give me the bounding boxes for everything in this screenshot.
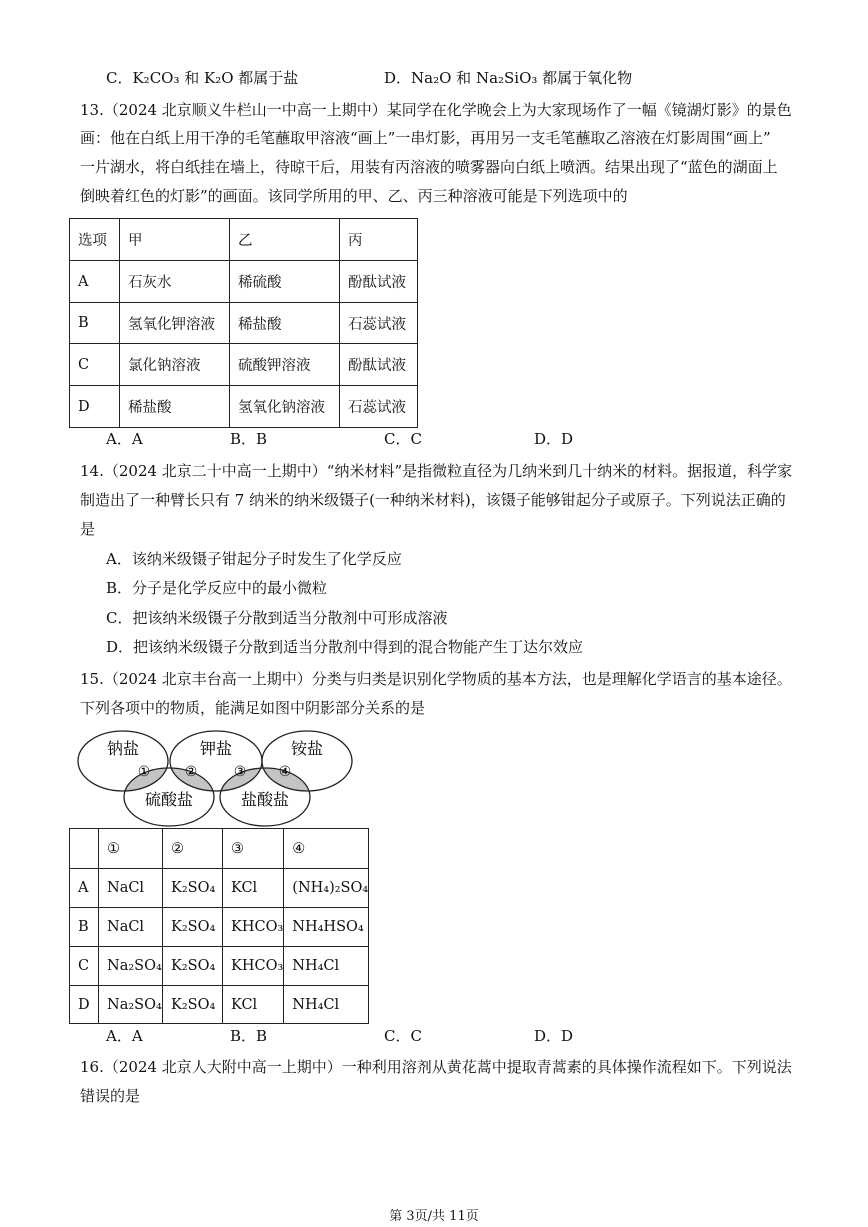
table-cell: D bbox=[70, 986, 99, 1024]
table-cell: K₂SO₄ bbox=[163, 947, 223, 986]
table-cell: 丙 bbox=[340, 219, 418, 261]
q15-answer-a: A．A bbox=[106, 1027, 143, 1045]
q13-line-1: 13.（2024 北京顺义牛栏山一中高一上期中）某同学在化学晚会上为大家现场作了一幅《镜湖灯影》的景色 bbox=[80, 101, 792, 119]
table-cell: KCl bbox=[223, 869, 284, 908]
table-cell bbox=[70, 829, 99, 869]
q14-line-1: 14.（2024 北京二十中高一上期中）“纳米材料”是指微粒直径为几纳米到几十纳米的材料。据报道，科学家 bbox=[80, 462, 793, 480]
table-cell: 石蕊试液 bbox=[340, 303, 418, 344]
option-c: C．K₂CO₃ 和 K₂O 都属于盐 bbox=[106, 69, 299, 87]
table-cell: NaCl bbox=[99, 869, 163, 908]
table-cell: 氢氧化钠溶液 bbox=[230, 386, 340, 428]
table-cell: B bbox=[70, 908, 99, 947]
q13-line-2: 画：他在白纸上用干净的毛笔蘸取甲溶液“画上”一串灯影，再用另一支毛笔蘸取乙溶液在灯影周围“画上” bbox=[80, 129, 771, 147]
table-cell: KCl bbox=[223, 986, 284, 1024]
q13-line-3: 一片湖水，将白纸挂在墙上，待晾干后，用装有丙溶液的喷雾器向白纸上喷洒。结果出现了“蓝色的湖面上 bbox=[80, 158, 778, 176]
q15-answer-b: B．B bbox=[230, 1027, 268, 1045]
table-cell: ① bbox=[99, 829, 163, 869]
q15-answer-c: C．C bbox=[384, 1027, 422, 1045]
table-cell: NaCl bbox=[99, 908, 163, 947]
table-cell: KHCO₃ bbox=[223, 947, 284, 986]
table-cell: (NH₄)₂SO₄ bbox=[284, 869, 369, 908]
table-cell: D bbox=[70, 386, 120, 428]
table-cell: K₂SO₄ bbox=[163, 908, 223, 947]
table-cell: ④ bbox=[284, 829, 369, 869]
q13-answer-b: B．B bbox=[230, 430, 268, 448]
q14-line-2: 制造出了一种臂长只有 7 纳米的纳米级镊子(一种纳米材料)，该镊子能够钳起分子或原子。下列说法正确的 bbox=[80, 491, 786, 509]
table-cell: 酚酞试液 bbox=[340, 261, 418, 303]
region-3-label: ③ bbox=[233, 764, 247, 780]
table-cell: NH₄HSO₄ bbox=[284, 908, 369, 947]
table-cell: 酚酞试液 bbox=[340, 344, 418, 386]
q16-line-1: 16.（2024 北京人大附中高一上期中）一种利用溶剂从黄花蒿中提取青蒿素的具体操作流程如下。下列说法 bbox=[80, 1058, 792, 1076]
table-cell: 石灰水 bbox=[120, 261, 230, 303]
table-cell: 选项 bbox=[70, 219, 120, 261]
table-cell: 甲 bbox=[120, 219, 230, 261]
label-potassium-salt: 钾盐 bbox=[199, 739, 233, 758]
table-cell: 稀盐酸 bbox=[120, 386, 230, 428]
q14-option-a: A．该纳米级镊子钳起分子时发生了化学反应 bbox=[106, 550, 402, 568]
label-sodium-salt: 钠盐 bbox=[106, 739, 140, 758]
table-cell: K₂SO₄ bbox=[163, 986, 223, 1024]
label-ammonium-salt: 铵盐 bbox=[290, 739, 324, 758]
table-cell: KHCO₃ bbox=[223, 908, 284, 947]
table-cell: 氢氧化钾溶液 bbox=[120, 303, 230, 344]
table-cell: A bbox=[70, 869, 99, 908]
region-1-label: ① bbox=[137, 764, 151, 780]
region-4-label: ④ bbox=[278, 764, 292, 780]
option-d: D．Na₂O 和 Na₂SiO₃ 都属于氧化物 bbox=[384, 69, 633, 87]
q14-option-b: B．分子是化学反应中的最小微粒 bbox=[106, 579, 328, 597]
region-2-label: ② bbox=[184, 764, 198, 780]
q13-answer-a: A．A bbox=[106, 430, 143, 448]
table-cell: 稀盐酸 bbox=[230, 303, 340, 344]
table-cell: 硫酸钾溶液 bbox=[230, 344, 340, 386]
page-footer: 第 3页/共 11页 bbox=[389, 1209, 479, 1224]
q13-table bbox=[69, 218, 418, 428]
table-cell: ③ bbox=[223, 829, 284, 869]
table-cell: C bbox=[70, 947, 99, 986]
q15-line-2: 下列各项中的物质，能满足如图中阴影部分关系的是 bbox=[80, 699, 426, 717]
q13-line-4: 倒映着红色的灯影”的画面。该同学所用的甲、乙、丙三种溶液可能是下列选项中的 bbox=[80, 187, 628, 205]
q15-table bbox=[69, 828, 369, 1024]
label-chloride: 盐酸盐 bbox=[240, 790, 290, 809]
q14-option-c: C．把该纳米级镊子分散到适当分散剂中可形成溶液 bbox=[106, 609, 448, 627]
table-cell: NH₄Cl bbox=[284, 986, 369, 1024]
q14-line-3: 是 bbox=[80, 520, 96, 538]
q13-answer-c: C．C bbox=[384, 430, 422, 448]
label-sulfate: 硫酸盐 bbox=[144, 790, 194, 809]
table-cell: A bbox=[70, 261, 120, 303]
table-cell: 氯化钠溶液 bbox=[120, 344, 230, 386]
table-cell: B bbox=[70, 303, 120, 344]
q15-answer-d: D．D bbox=[534, 1027, 574, 1045]
table-cell: NH₄Cl bbox=[284, 947, 369, 986]
table-cell: K₂SO₄ bbox=[163, 869, 223, 908]
q13-answer-d: D．D bbox=[534, 430, 574, 448]
q16-line-2: 错误的是 bbox=[80, 1087, 141, 1105]
table-cell: Na₂SO₄ bbox=[99, 986, 163, 1024]
table-cell: 乙 bbox=[230, 219, 340, 261]
table-cell: 稀硫酸 bbox=[230, 261, 340, 303]
table-cell: C bbox=[70, 344, 120, 386]
classification-diagram bbox=[72, 728, 357, 832]
table-cell: 石蕊试液 bbox=[340, 386, 418, 428]
table-cell: Na₂SO₄ bbox=[99, 947, 163, 986]
q15-line-1: 15.（2024 北京丰台高一上期中）分类与归类是识别化学物质的基本方法，也是理解化学语言的基本途径。 bbox=[80, 670, 792, 688]
q14-option-d: D．把该纳米级镊子分散到适当分散剂中得到的混合物能产生丁达尔效应 bbox=[106, 638, 584, 656]
table-cell: ② bbox=[163, 829, 223, 869]
